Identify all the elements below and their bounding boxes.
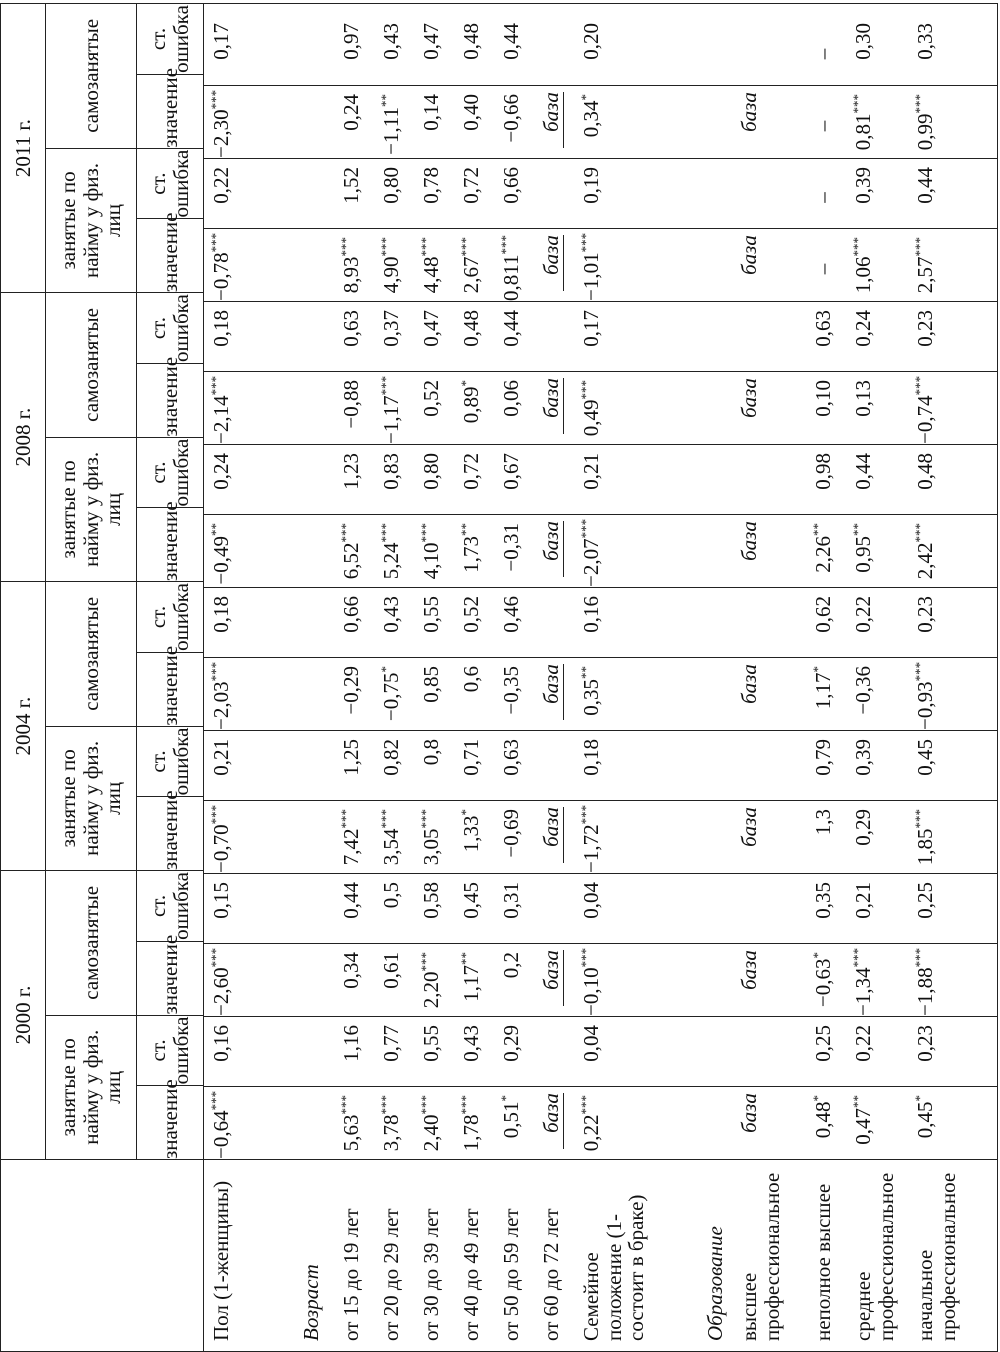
table-cell: 7,42*** [338, 809, 363, 866]
table-cell: 0,44 [913, 167, 937, 204]
row-label: среднее профессиональное [851, 1172, 898, 1341]
row-label: от 20 до 29 лет [379, 1208, 403, 1341]
table-cell: −0,49** [208, 523, 233, 585]
table-cell: 6,52*** [338, 523, 363, 580]
table-cell: 0,98 [811, 453, 835, 490]
row-label: высшее профессиональное [737, 1172, 784, 1341]
table-cell: 0,43 [459, 1025, 483, 1062]
value-column [204, 1086, 997, 1159]
table-cell: 0,72 [459, 453, 483, 490]
table-cell: 0,97 [339, 23, 363, 60]
table-cell: база [737, 807, 761, 847]
table-cell: −0,93*** [912, 661, 937, 731]
table-cell: 0,52 [459, 596, 483, 633]
table-cell: 4,48*** [418, 237, 443, 294]
table-cell: −0,88 [339, 380, 363, 429]
table-cell: 0,79 [811, 739, 835, 776]
table-cell: −2,30*** [208, 89, 233, 159]
row-label: от 60 до 72 лет [539, 1208, 563, 1341]
table-cell: 0,19 [579, 167, 603, 204]
table-cell: 1,17** [458, 952, 483, 1002]
table-cell: 1,73** [458, 523, 483, 573]
table-cell [300, 445, 340, 514]
table-cell: 0,43 [379, 23, 403, 60]
table-cell: −0,75* [378, 666, 403, 722]
table-cell [540, 15, 580, 85]
value-column [204, 371, 997, 444]
table-cell: 0,63 [499, 739, 523, 776]
table-cell: 0,24 [339, 94, 363, 131]
table-cell: 0,45* [912, 1095, 937, 1139]
table-cell: −2,03*** [208, 661, 233, 731]
table-cell: 0,8 [419, 739, 443, 766]
value-column [204, 444, 997, 514]
value-column [204, 85, 997, 158]
table-cell: база [540, 944, 580, 1016]
table-cell [540, 731, 580, 800]
table-cell: 0,89* [458, 380, 483, 424]
sub-header: значение [137, 363, 204, 437]
value-column [204, 800, 997, 873]
table-cell: 0,58 [419, 882, 443, 919]
table-cell: 1,85*** [912, 809, 937, 866]
table-cell [300, 801, 340, 873]
value-column [204, 657, 997, 730]
table-cell: 0,47 [419, 310, 443, 347]
table-cell [300, 229, 340, 301]
table-cell: 0,35** [578, 666, 603, 716]
table-cell: −0,10*** [578, 947, 603, 1017]
table-cell: 0,39 [851, 739, 875, 776]
table-cell: 0,35 [811, 882, 835, 919]
table-cell: 0,99*** [912, 94, 937, 151]
table-cell: база [540, 372, 580, 444]
table-cell [540, 874, 580, 943]
table-cell: 0,29 [851, 809, 875, 846]
table-cell: 4,90*** [378, 237, 403, 294]
row-label: от 30 до 39 лет [419, 1208, 443, 1341]
table-cell [704, 159, 738, 228]
table-cell: – [811, 48, 835, 60]
table-cell: 0,80 [419, 453, 443, 490]
table-cell: 0,44 [499, 310, 523, 347]
table-cell [300, 1087, 340, 1159]
table-cell [300, 588, 340, 657]
table-cell [738, 588, 812, 657]
table-cell [300, 658, 340, 730]
table-cell: −1,17*** [378, 375, 403, 445]
year-header: 2000 г. [1, 871, 46, 1160]
table-cell: 0,5 [379, 882, 403, 909]
table-cell: 0,13 [851, 380, 875, 417]
table-cell: −1,34*** [850, 947, 875, 1017]
table-cell: −1,88*** [912, 947, 937, 1017]
table-cell [738, 159, 812, 228]
table-cell: 0,16 [209, 1025, 233, 1062]
table-cell: 1,25 [339, 739, 363, 776]
table-cell: база [737, 92, 761, 132]
table-cell: 0,30 [851, 23, 875, 60]
value-column [204, 730, 997, 800]
table-cell [540, 159, 580, 228]
table-cell: 0,72 [459, 167, 483, 204]
table-cell: −0,29 [339, 666, 363, 715]
table-cell: −0,63* [810, 952, 835, 1008]
table-cell: 1,52 [339, 167, 363, 204]
sub-header: значение [137, 219, 204, 293]
table-cell: 0,44 [499, 23, 523, 60]
row-label: Возраст [299, 1264, 323, 1341]
table-cell: 0,15 [209, 882, 233, 919]
group-header: самозанятые [46, 871, 137, 1015]
table-cell: 0,25 [913, 882, 937, 919]
value-column [204, 1016, 997, 1086]
value-column [204, 587, 997, 657]
table-cell: 0,16 [579, 596, 603, 633]
sub-header: ст. ошибка [137, 148, 204, 219]
table-cell: −2,07*** [578, 518, 603, 588]
table-cell [300, 372, 340, 444]
table-cell: −0,78*** [208, 232, 233, 302]
table-cell: 0,37 [379, 310, 403, 347]
table-cell: 0,10 [811, 380, 835, 417]
table-cell: 0,40 [459, 94, 483, 131]
year-header: 2011 г. [1, 4, 46, 293]
table-cell [300, 1017, 340, 1086]
table-cell: 0,81*** [850, 94, 875, 151]
value-column [204, 301, 997, 371]
table-cell: −0,64*** [208, 1090, 233, 1160]
group-header: самозанятые [46, 582, 137, 726]
table-cell: 0,77 [379, 1025, 403, 1062]
table-cell: 0,31 [499, 882, 523, 919]
table-cell: −2,14*** [208, 375, 233, 445]
table-cell: 0,24 [209, 453, 233, 490]
table-cell: 1,78*** [458, 1095, 483, 1152]
table-cell [300, 874, 340, 943]
value-column [204, 873, 997, 943]
table-cell [704, 1017, 738, 1086]
table-cell: 0,23 [913, 310, 937, 347]
table-cell [300, 731, 340, 800]
table-cell [540, 1017, 580, 1086]
table-cell: 0,52 [419, 380, 443, 417]
table-cell: 0,48* [810, 1095, 835, 1139]
row-label: Пол (1-женщины) [209, 1180, 233, 1341]
table-cell: 8,93*** [338, 237, 363, 294]
table-cell: −0,69 [499, 809, 523, 858]
table-cell: −0,35 [499, 666, 523, 715]
table-cell [738, 15, 812, 85]
table-cell [704, 658, 738, 730]
table-cell: 0,61 [379, 952, 403, 989]
table-cell: 0,22 [209, 167, 233, 204]
table-cell [540, 302, 580, 371]
row-label: от 40 до 49 лет [459, 1208, 483, 1341]
sub-header: значение [137, 74, 204, 148]
table-cell: 0,48 [913, 453, 937, 490]
group-header: занятые по найму у физ. лиц [46, 437, 137, 581]
table-cell: −0,66 [499, 94, 523, 143]
values-area [204, 4, 998, 1160]
sub-header: ст. ошибка [137, 4, 204, 75]
table-cell: 0,51* [498, 1095, 523, 1139]
table-cell: 0,04 [579, 1025, 603, 1062]
table-cell [704, 588, 738, 657]
table-cell: 0,20 [579, 23, 603, 60]
table-cell: −1,01*** [578, 232, 603, 302]
table-cell: 0,22 [851, 596, 875, 633]
table-cell: 0,23 [913, 1025, 937, 1062]
sub-header: ст. ошибка [137, 726, 204, 797]
table-cell: 0,39 [851, 167, 875, 204]
table-cell [738, 731, 812, 800]
table-cell [704, 372, 738, 444]
table-cell: 0,34* [578, 94, 603, 138]
table-cell [704, 731, 738, 800]
table-cell: – [811, 192, 835, 203]
table-cell: −0,70*** [208, 804, 233, 874]
year-header: 2004 г. [1, 582, 46, 871]
table-cell: −1,72*** [578, 804, 603, 874]
table-cell: 0,49*** [578, 380, 603, 437]
table-cell: 0,63 [339, 310, 363, 347]
table-cell: 0,22 [851, 1025, 875, 1062]
table-cell: 0,34 [339, 952, 363, 989]
table-cell: 0,29 [499, 1025, 523, 1062]
table-cell [738, 302, 812, 371]
table-cell: 2,67*** [458, 237, 483, 294]
table-cell [738, 445, 812, 514]
table-cell [300, 15, 340, 85]
group-header: занятые по найму у физ. лиц [46, 1015, 137, 1159]
row-label: неполное высшее [811, 1183, 835, 1341]
corner-cell [1, 1160, 204, 1352]
table-cell: 0,45 [459, 882, 483, 919]
value-column [204, 158, 997, 228]
table-cell: 0,80 [379, 167, 403, 204]
year-header: 2008 г. [1, 293, 46, 582]
table-cell: 0,21 [209, 739, 233, 776]
table-cell: 0,67 [499, 453, 523, 490]
table-cell [704, 874, 738, 943]
table-cell: −2,60*** [208, 947, 233, 1017]
table-cell: 0,18 [209, 310, 233, 347]
table-cell: 4,10*** [418, 523, 443, 580]
table-cell: 0,48 [459, 310, 483, 347]
table-cell: 1,23 [339, 453, 363, 490]
row-label: Семейное положение (1-состоит в браке) [579, 1194, 649, 1341]
table-cell: 0,14 [419, 94, 443, 131]
table-cell [704, 445, 738, 514]
table-cell: 3,05*** [418, 809, 443, 866]
table-cell: 1,3 [811, 809, 835, 836]
table-cell: 0,63 [811, 310, 835, 347]
table-cell: 3,54*** [378, 809, 403, 866]
table-cell: 0,23 [913, 596, 937, 633]
table-cell: 0,17 [579, 310, 603, 347]
value-column [204, 15, 997, 85]
table-cell [704, 302, 738, 371]
sub-header: ст. ошибка [137, 437, 204, 508]
table-cell: 0,55 [419, 1025, 443, 1062]
group-header: занятые по найму у физ. лиц [46, 726, 137, 870]
table-cell: база [737, 950, 761, 990]
sub-header: значение [137, 1086, 204, 1160]
sub-header: ст. ошибка [137, 871, 204, 942]
table-cell: 0,2 [499, 952, 523, 979]
table-cell: 0,44 [851, 453, 875, 490]
row-label: Образование [703, 1226, 727, 1341]
table-cell: 5,63*** [338, 1095, 363, 1152]
table-cell: база [737, 378, 761, 418]
sub-header: значение [137, 941, 204, 1015]
table-cell: 0,21 [851, 882, 875, 919]
table-cell: база [540, 658, 580, 730]
table-cell [300, 515, 340, 587]
table-cell: 0,55 [419, 596, 443, 633]
table-cell: 1,17* [810, 666, 835, 710]
table-cell: 0,33 [913, 23, 937, 60]
table-cell: 1,33* [458, 809, 483, 853]
table-cell: 0,82 [379, 739, 403, 776]
row-label: начальное профессиональное [913, 1172, 960, 1341]
table-cell [540, 588, 580, 657]
table-cell: 3,78*** [378, 1095, 403, 1152]
table-cell: 0,6 [459, 666, 483, 693]
table-cell: −1,11** [378, 94, 403, 155]
table-cell: 2,57*** [912, 237, 937, 294]
table-cell [300, 944, 340, 1016]
table-cell: 2,20*** [418, 952, 443, 1009]
table-cell: 0,22*** [578, 1095, 603, 1152]
table-cell: 0,83 [379, 453, 403, 490]
sub-header: значение [137, 797, 204, 871]
table-cell: 0,62 [811, 596, 835, 633]
value-column [204, 228, 997, 301]
table-cell: 0,21 [579, 453, 603, 490]
table-cell: 0,45 [913, 739, 937, 776]
table-cell: −0,31 [499, 523, 523, 572]
table-cell: 0,47 [419, 23, 443, 60]
value-column [204, 514, 997, 587]
row-labels-cell [204, 1160, 998, 1352]
table-cell: база [540, 801, 580, 873]
table-cell: 0,66 [339, 596, 363, 633]
table-cell: база [737, 664, 761, 704]
table-cell: база [737, 521, 761, 561]
table-cell: 0,18 [579, 739, 603, 776]
table-cell [704, 515, 738, 587]
table-cell: 0,24 [851, 310, 875, 347]
table-cell: 0,43 [379, 596, 403, 633]
table-cell: 0,47** [850, 1095, 875, 1145]
sub-header: ст. ошибка [137, 293, 204, 364]
sub-header: ст. ошибка [137, 582, 204, 653]
table-cell: – [811, 263, 835, 275]
table-cell: 0,17 [209, 23, 233, 60]
sub-header: значение [137, 508, 204, 582]
table-cell: 1,16 [339, 1025, 363, 1062]
table-cell: −0,74*** [912, 375, 937, 445]
table-cell [738, 874, 812, 943]
table-cell: 2,26** [810, 523, 835, 573]
table-cell: 0,85 [419, 666, 443, 703]
table-cell: 2,42*** [912, 523, 937, 580]
table-cell [704, 801, 738, 873]
table-cell [704, 229, 738, 301]
table-cell [704, 86, 738, 158]
table-cell: 0,06 [499, 380, 523, 417]
table-cell: 0,71 [459, 739, 483, 776]
table-cell [300, 159, 340, 228]
table-cell: база [540, 515, 580, 587]
group-header: занятые по найму у физ. лиц [46, 148, 137, 292]
group-header: самозанятые [46, 293, 137, 437]
table-cell: база [737, 235, 761, 275]
sub-header: значение [137, 652, 204, 726]
table-cell: база [737, 1093, 761, 1133]
table-cell [704, 15, 738, 85]
sub-header: ст. ошибка [137, 1015, 204, 1086]
row-label: от 15 до 19 лет [339, 1208, 363, 1341]
row-label: от 50 до 59 лет [499, 1208, 523, 1341]
regression-table [0, 3, 998, 1352]
table-cell [738, 1017, 812, 1086]
table-cell: 0,811*** [498, 235, 523, 302]
table-cell: 2,40*** [418, 1095, 443, 1152]
table-cell: 0,04 [579, 882, 603, 919]
table-cell: база [540, 1087, 580, 1159]
table-cell: – [811, 120, 835, 132]
table-cell [704, 944, 738, 1016]
table-cell [300, 302, 340, 371]
value-column [204, 943, 997, 1016]
table-cell: 0,25 [811, 1025, 835, 1062]
table-cell: 0,48 [459, 23, 483, 60]
table-cell: −0,36 [851, 666, 875, 715]
table-cell: 0,66 [499, 167, 523, 204]
table-cell: база [540, 229, 580, 301]
table-cell: база [540, 86, 580, 158]
table-cell: 0,95** [850, 523, 875, 573]
table-cell: 5,24*** [378, 523, 403, 580]
table-cell: 0,18 [209, 596, 233, 633]
table-cell: 0,78 [419, 167, 443, 204]
table-cell [704, 1087, 738, 1159]
table-cell [540, 445, 580, 514]
table-cell: 0,46 [499, 596, 523, 633]
table-cell: 0,44 [339, 882, 363, 919]
table-cell: 1,06*** [850, 237, 875, 294]
group-header: самозанятые [46, 4, 137, 149]
table-cell [300, 86, 340, 158]
